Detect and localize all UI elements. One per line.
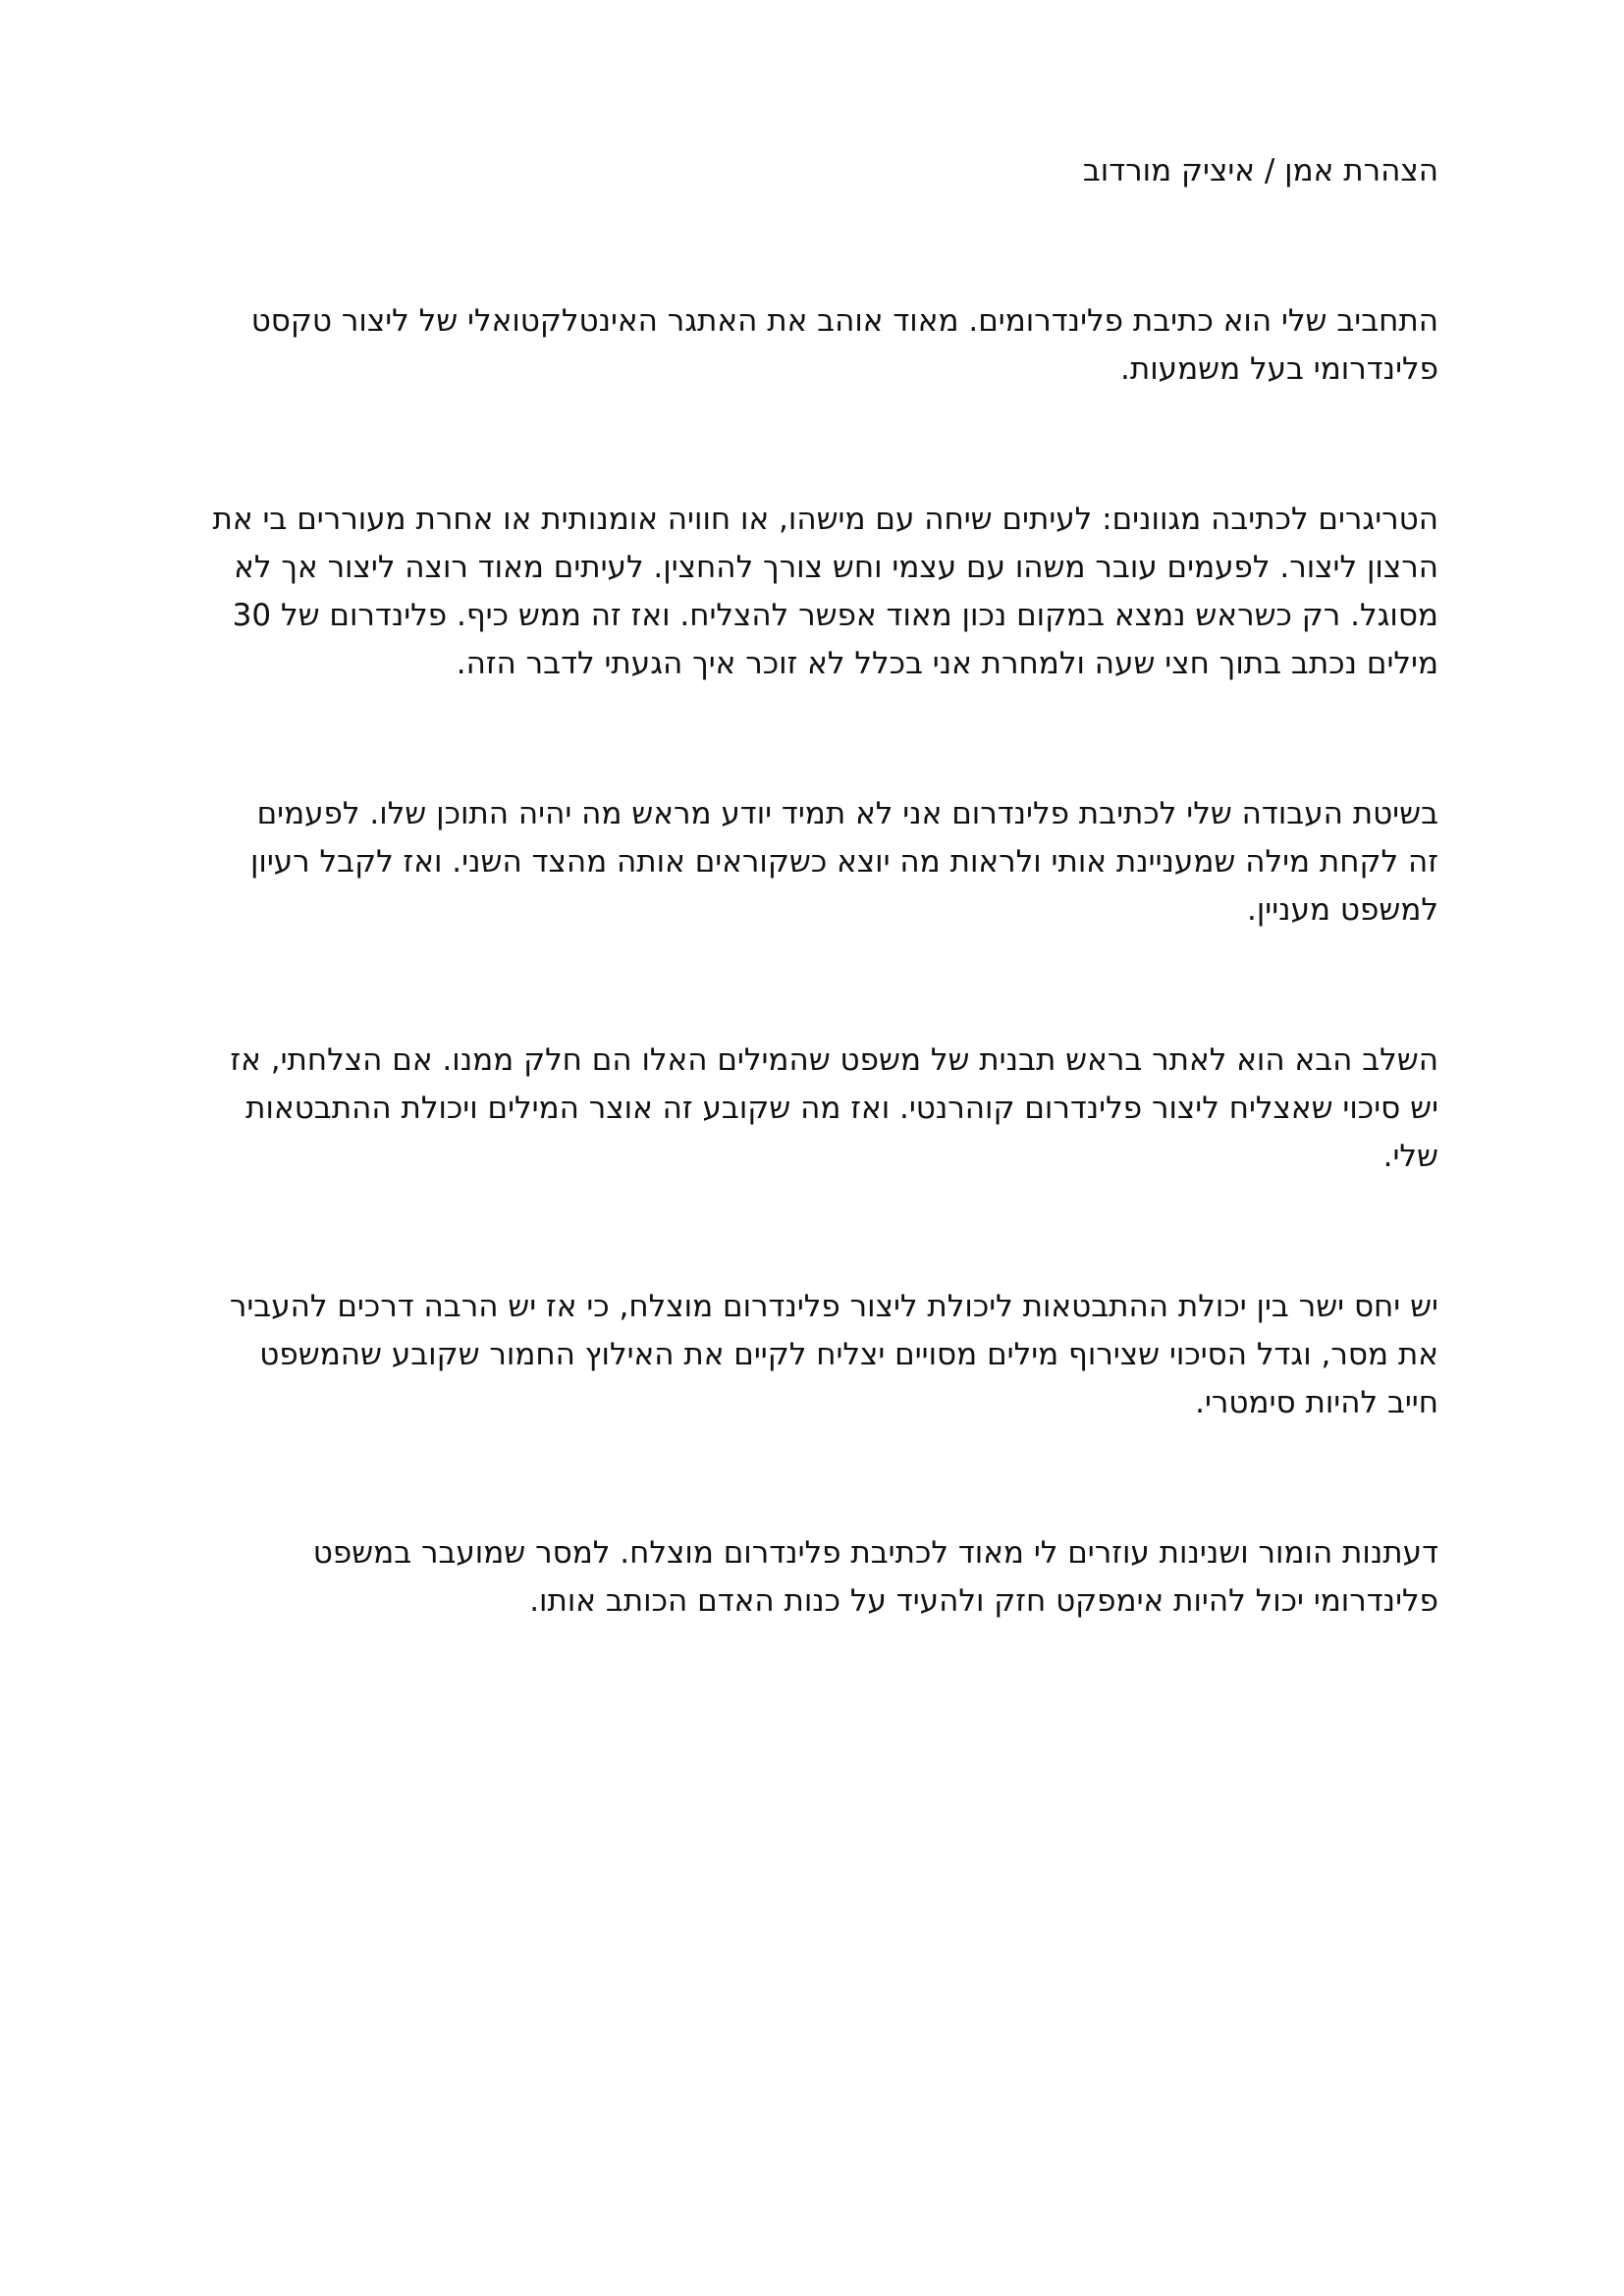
text-line: הרצון ליצור. לפעמים עובר משהו עם עצמי וחש צורך להחצין. לעיתים מאוד רוצה ליצור אך לא [234, 550, 1438, 585]
paragraph-next-step [162, 1037, 1438, 1181]
text-line: הטריגרים לכתיבה מגוונים: לעיתים שיחה עם מישהו, או חוויה אומנותית או אחרת מעוררים בי את [212, 502, 1438, 537]
text-line: דעתנות הומור ושנינות עוזרים לי מאוד לכתיבת פלינדרום מוצלח. למסר שמועבר במשפט [312, 1535, 1438, 1571]
text-line: מסוגל. רק כשראש נמצא במקום נכון מאוד אפשר להצליח. ואז זה ממש כיף. פלינדרום של 30 [232, 598, 1438, 633]
text-line: מילים נכתב בתוך חצי שעה ולמחרת אני בכלל לא זוכר איך הגעתי לדבר הזה. [456, 646, 1438, 681]
text-line: התחביב שלי הוא כתיבת פלינדרומים. מאוד אוהב את האתגר האינטלקטואלי של ליצור טקסט [250, 303, 1438, 339]
document-title: הצהרת אמן / איציק מורדוב [1082, 153, 1438, 188]
text-line: את מסר, וגדל הסיכוי שצירוף מילים מסויים יצליח לקיים את האילוץ החמור שקובע שהמשפט [259, 1337, 1438, 1372]
paragraph-humor [162, 1529, 1438, 1626]
text-line: למשפט מעניין. [1247, 892, 1438, 928]
text-line: יש יחס ישר בין יכולת ההתבטאות ליכולת ליצור פלינדרום מוצלח, כי אז יש הרבה דרכים להעביר [229, 1289, 1438, 1324]
text-line: פלינדרומי בעל משמעות. [1120, 351, 1438, 387]
paragraph-hobby [162, 297, 1438, 394]
text-line: חייב להיות סימטרי. [1195, 1385, 1438, 1420]
text-line: יש סיכוי שאצליח ליצור פלינדרום קוהרנטי. ואז מה שקובע זה אוצר המילים ויכולת ההתבטאות [245, 1091, 1438, 1126]
text-line: השלב הבא הוא לאתר בראש תבנית של משפט שהמילים האלו הם חלק ממנו. אם הצלחתי, אז [230, 1042, 1438, 1078]
text-line: שלי. [1382, 1139, 1438, 1174]
paragraph-method [162, 790, 1438, 934]
text-line: בשיטת העבודה שלי לכתיבת פלינדרום אני לא תמיד יודע מראש מה יהיה התוכן שלו. לפעמים [256, 796, 1438, 831]
text-line: פלינדרומי יכול להיות אימפקט חזק ולהעיד על כנות האדם הכותב אותו. [529, 1583, 1438, 1619]
text-line: זה לקחת מילה שמעניינת אותי ולראות מה יוצא כשקוראים אותה מהצד השני. ואז לקבל רעיון [249, 844, 1438, 880]
document-body [162, 147, 1438, 1728]
paragraph-expression [162, 1283, 1438, 1427]
paragraph-triggers [162, 496, 1438, 688]
